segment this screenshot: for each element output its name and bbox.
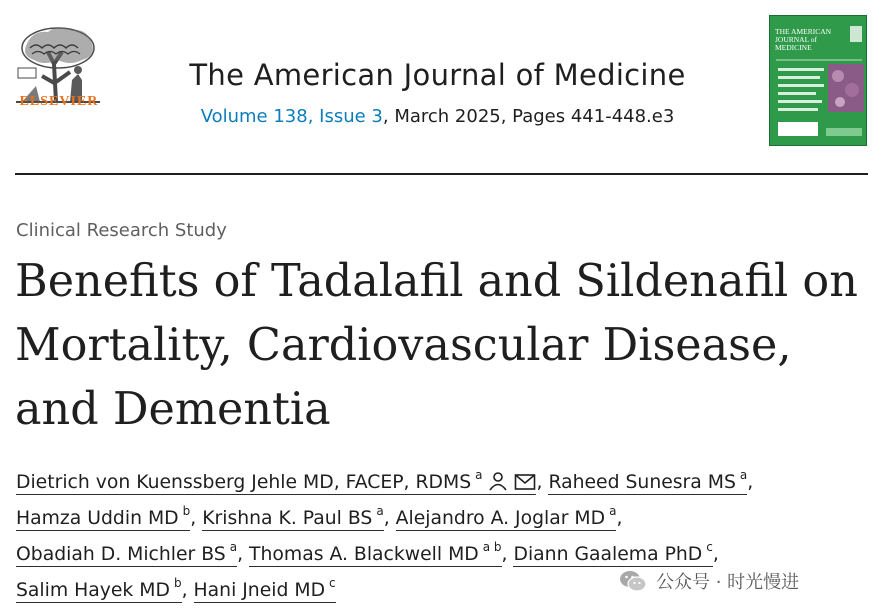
affiliation-marker[interactable]: b — [173, 575, 182, 590]
affiliation-marker[interactable]: a — [609, 503, 617, 518]
person-icon[interactable] — [488, 471, 508, 491]
publisher-wordmark[interactable]: ELSEVIER — [19, 94, 99, 109]
author-link[interactable] — [395, 503, 617, 531]
journal-title[interactable]: The American Journal of Medicine — [189, 58, 686, 92]
author-link[interactable] — [193, 575, 336, 603]
volume-issue-link[interactable]: Volume 138, Issue 3 — [200, 106, 383, 127]
author-line-4: Salim Hayek MD $^b$, Hani Jneid MD $^c$ — [16, 575, 336, 601]
author-name[interactable]: Obadiah D. Michler BS — [16, 544, 226, 565]
author-name[interactable]: Raheed Sunesra MS — [548, 472, 736, 493]
cover-art — [770, 16, 867, 146]
date-pages: , March 2025, Pages 441-448.e3 — [382, 106, 675, 127]
email-icon[interactable] — [514, 473, 536, 491]
affiliation-marker[interactable]: a — [229, 539, 238, 554]
author-link[interactable] — [16, 539, 238, 567]
affiliation-marker[interactable]: c — [706, 539, 713, 554]
author-name[interactable]: Salim Hayek MD — [16, 580, 170, 601]
author-link[interactable] — [16, 503, 191, 531]
author-link[interactable] — [548, 467, 748, 495]
author-line-3: Obadiah D. Michler BS $^a$, Thomas A. Blackwell MD $^{a b}$, Diann Gaalema PhD $^c$, — [16, 539, 719, 565]
journal-cover-thumbnail[interactable] — [769, 15, 867, 146]
author-name[interactable]: Dietrich von Kuenssberg Jehle MD, FACEP, RDMS — [16, 472, 472, 493]
affiliation-marker[interactable]: a b — [482, 539, 502, 554]
header-divider — [15, 173, 868, 175]
author-name[interactable]: Thomas A. Blackwell MD — [249, 544, 479, 565]
issue-info — [130, 106, 745, 127]
author-name[interactable]: Diann Gaalema PhD — [513, 544, 703, 565]
author-link[interactable] — [249, 539, 502, 567]
author-line-1: Dietrich von Kuenssberg Jehle MD, FACEP, RDMS $^a$ , Raheed Sunesra MS $^a$, — [16, 467, 754, 493]
author-link[interactable] — [202, 503, 384, 531]
author-name[interactable]: Krishna K. Paul BS — [202, 508, 373, 529]
author-link[interactable] — [16, 467, 536, 495]
wechat-icon — [618, 568, 648, 594]
author-line-2: Hamza Uddin MD $^b$, Krishna K. Paul BS $^a$, Alejandro A. Joglar MD $^a$, — [16, 503, 623, 529]
watermark-text: 公众号 · 时光慢进 — [656, 572, 800, 593]
affiliation-marker[interactable]: a — [475, 467, 483, 482]
article-type: Clinical Research Study — [16, 220, 227, 241]
wechat-watermark — [618, 566, 799, 596]
affiliation-marker[interactable]: b — [182, 503, 191, 518]
affiliation-marker[interactable]: a — [739, 467, 748, 482]
author-name[interactable]: Hamza Uddin MD — [16, 508, 179, 529]
article-title: Benefits of Tadalafil and Sildenafil on Mortality, Cardiovascular Disease, and Dementia — [15, 256, 858, 435]
author-link[interactable] — [513, 539, 713, 567]
author-name[interactable]: Alejandro A. Joglar MD — [395, 508, 606, 529]
affiliation-marker[interactable]: c — [329, 575, 336, 590]
affiliation-marker[interactable]: a — [376, 503, 384, 518]
author-name[interactable]: Hani Jneid MD — [193, 580, 326, 601]
cover-title: THE AMERICAN JOURNAL of MEDICINE — [775, 27, 832, 52]
